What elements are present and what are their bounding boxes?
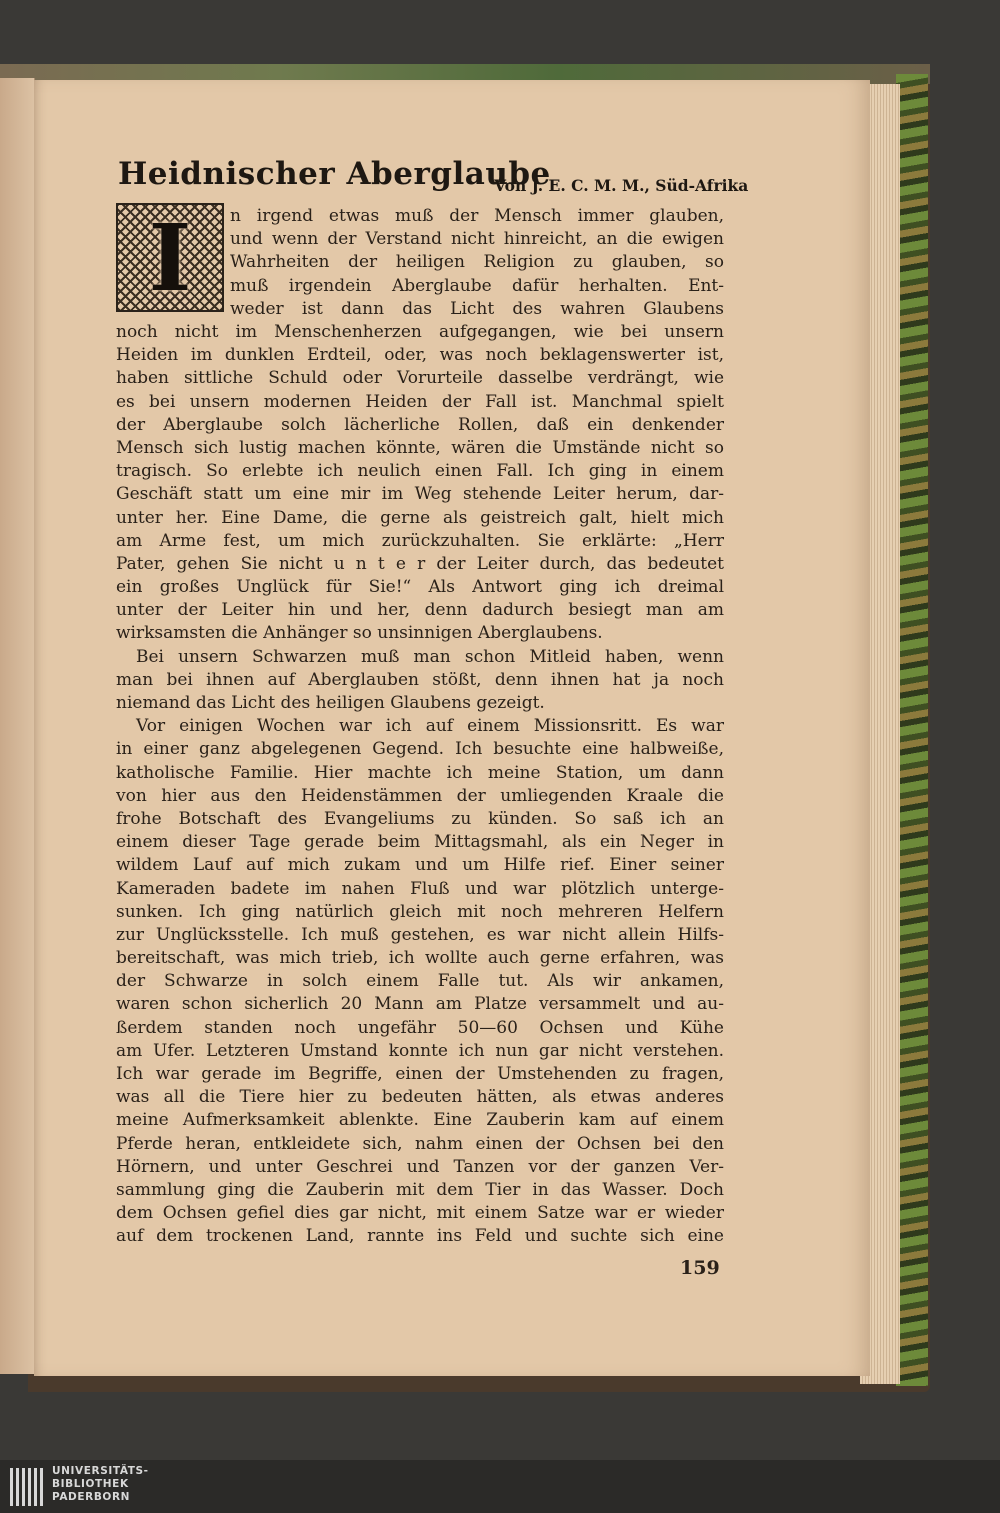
text-line: waren schon sicherlich 20 Mann am Platze versammelt und au-	[116, 994, 724, 1015]
text-line: wirksamsten die Anhänger so unsinnigen Aberglaubens.	[116, 623, 603, 644]
text-line: der Aberglaube solch lächerliche Rollen, daß ein denkender	[116, 414, 724, 435]
text-line: Wahrheiten der heiligen Religion zu glauben, so	[230, 252, 724, 273]
article-title: Heidnischer Aberglaube	[118, 156, 551, 192]
library-name-line: PADERBORN	[52, 1491, 131, 1503]
text-line: Ich war gerade im Begriffe, einen der Umstehenden zu fragen,	[116, 1064, 724, 1084]
text-line: ein großes Unglück für Sie!“ Als Antwort ging ich dreimal	[116, 577, 724, 598]
initial-letter: I	[148, 203, 192, 312]
text-line: Heiden im dunklen Erdteil, oder, was noch beklagenswerter ist,	[116, 345, 724, 366]
text-line: Kameraden badete im nahen Fluß und war plötzlich unterge-	[116, 878, 724, 899]
text-line: katholische Familie. Hier machte ich meine Station, um dann	[116, 762, 724, 783]
text-line: weder ist dann das Licht des wahren Glaubens	[230, 298, 724, 319]
text-beside-initial	[230, 205, 724, 321]
text-line: zur Unglücksstelle. Ich muß gestehen, es war nicht allein Hilfs-	[116, 924, 724, 945]
text-line: bereitschaft, was mich trieb, ich wollte auch gerne erfahren, was	[116, 948, 724, 969]
text-line: man bei ihnen auf Aberglauben stößt, denn ihnen hat ja noch	[116, 669, 724, 690]
facing-page-edge	[0, 78, 35, 1374]
text-line: in einer ganz abgelegenen Gegend. Ich besuchte eine halbweiße,	[116, 739, 724, 760]
text-line: n irgend etwas muß der Mensch immer glauben,	[230, 206, 724, 226]
text-line: Bei unsern Schwarzen muß man schon Mitleid haben, wenn	[136, 646, 724, 667]
text-line: dem Ochsen gefiel dies gar nicht, mit einem Satze war er wieder	[116, 1203, 724, 1224]
article-body	[116, 321, 724, 1249]
library-logo-icon	[8, 1466, 48, 1508]
text-line: haben sittliche Schuld oder Vorurteile dasselbe verdrängt, wie	[116, 368, 724, 389]
decorated-initial	[116, 203, 224, 312]
text-line: auf dem trockenen Land, rannte ins Feld und suchte sich eine	[116, 1226, 724, 1247]
library-footer	[0, 1460, 1000, 1513]
text-line: der Schwarze in solch einem Falle tut. Als wir ankamen,	[116, 971, 724, 992]
text-line: Mensch sich lustig machen könnte, wären die Umstände nicht so	[116, 437, 724, 458]
text-line: tragisch. So erlebte ich neulich einen Fall. Ich ging in einem	[116, 461, 724, 482]
text-line: meine Aufmerksamkeit ablenkte. Eine Zauberin kam auf einem	[116, 1110, 724, 1131]
article-byline: Von J. E. C. M. M., Süd-Afrika	[494, 176, 749, 195]
marbled-edge	[896, 74, 928, 1386]
page-number: 159	[680, 1257, 720, 1279]
text-line: sammlung ging die Zauberin mit dem Tier in das Wasser. Doch	[116, 1179, 724, 1200]
text-line: von hier aus den Heidenstämmen der umliegenden Kraale die	[116, 785, 724, 806]
text-line: am Ufer. Letzteren Umstand konnte ich nun gar nicht verstehen.	[116, 1040, 724, 1061]
text-line: einem dieser Tage gerade beim Mittagsmahl, als ein Neger in	[116, 832, 724, 853]
text-line: ßerdem standen noch ungefähr 50—60 Ochsen und Kühe	[116, 1017, 724, 1038]
text-line: und wenn der Verstand nicht hinreicht, an die ewigen	[230, 229, 724, 250]
text-line: wildem Lauf auf mich zukam und um Hilfe rief. Einer seiner	[116, 855, 724, 876]
text-line: es bei unsern modernen Heiden der Fall ist. Manchmal spielt	[116, 391, 724, 412]
text-line: Hörnern, und unter Geschrei und Tanzen vor der ganzen Ver-	[116, 1156, 724, 1177]
library-name	[52, 1465, 149, 1504]
text-line: Pferde heran, entkleidete sich, nahm einen der Ochsen bei den	[116, 1133, 724, 1154]
text-line: niemand das Licht des heiligen Glaubens gezeigt.	[116, 693, 545, 713]
text-line: Pater, gehen Sie nicht u n t e r der Leiter durch, das bedeutet	[116, 553, 724, 574]
text-line: unter her. Eine Dame, die gerne als geistreich galt, hielt mich	[116, 507, 724, 528]
text-line: Geschäft statt um eine mir im Weg stehende Leiter herum, dar-	[116, 484, 724, 505]
text-line: was all die Tiere hier zu bedeuten hätten, als etwas anderes	[116, 1087, 724, 1108]
library-name-line: BIBLIOTHEK	[52, 1478, 129, 1490]
text-line: Vor einigen Wochen war ich auf einem Missionsritt. Es war	[136, 716, 724, 737]
library-name-line: UNIVERSITÄTS-	[52, 1465, 149, 1477]
text-line: muß irgendein Aberglaube dafür herhalten. Ent-	[230, 275, 724, 296]
text-line: am Arme fest, um mich zurückzuhalten. Sie erklärte: „Herr	[116, 530, 724, 551]
text-line: frohe Botschaft des Evangeliums zu künden. So saß ich an	[116, 808, 724, 829]
text-line: noch nicht im Menschenherzen aufgegangen, wie bei unsern	[116, 322, 724, 342]
text-line: unter der Leiter hin und her, denn dadurch besiegt man am	[116, 600, 724, 621]
text-line: sunken. Ich ging natürlich gleich mit noch mehreren Helfern	[116, 901, 724, 922]
